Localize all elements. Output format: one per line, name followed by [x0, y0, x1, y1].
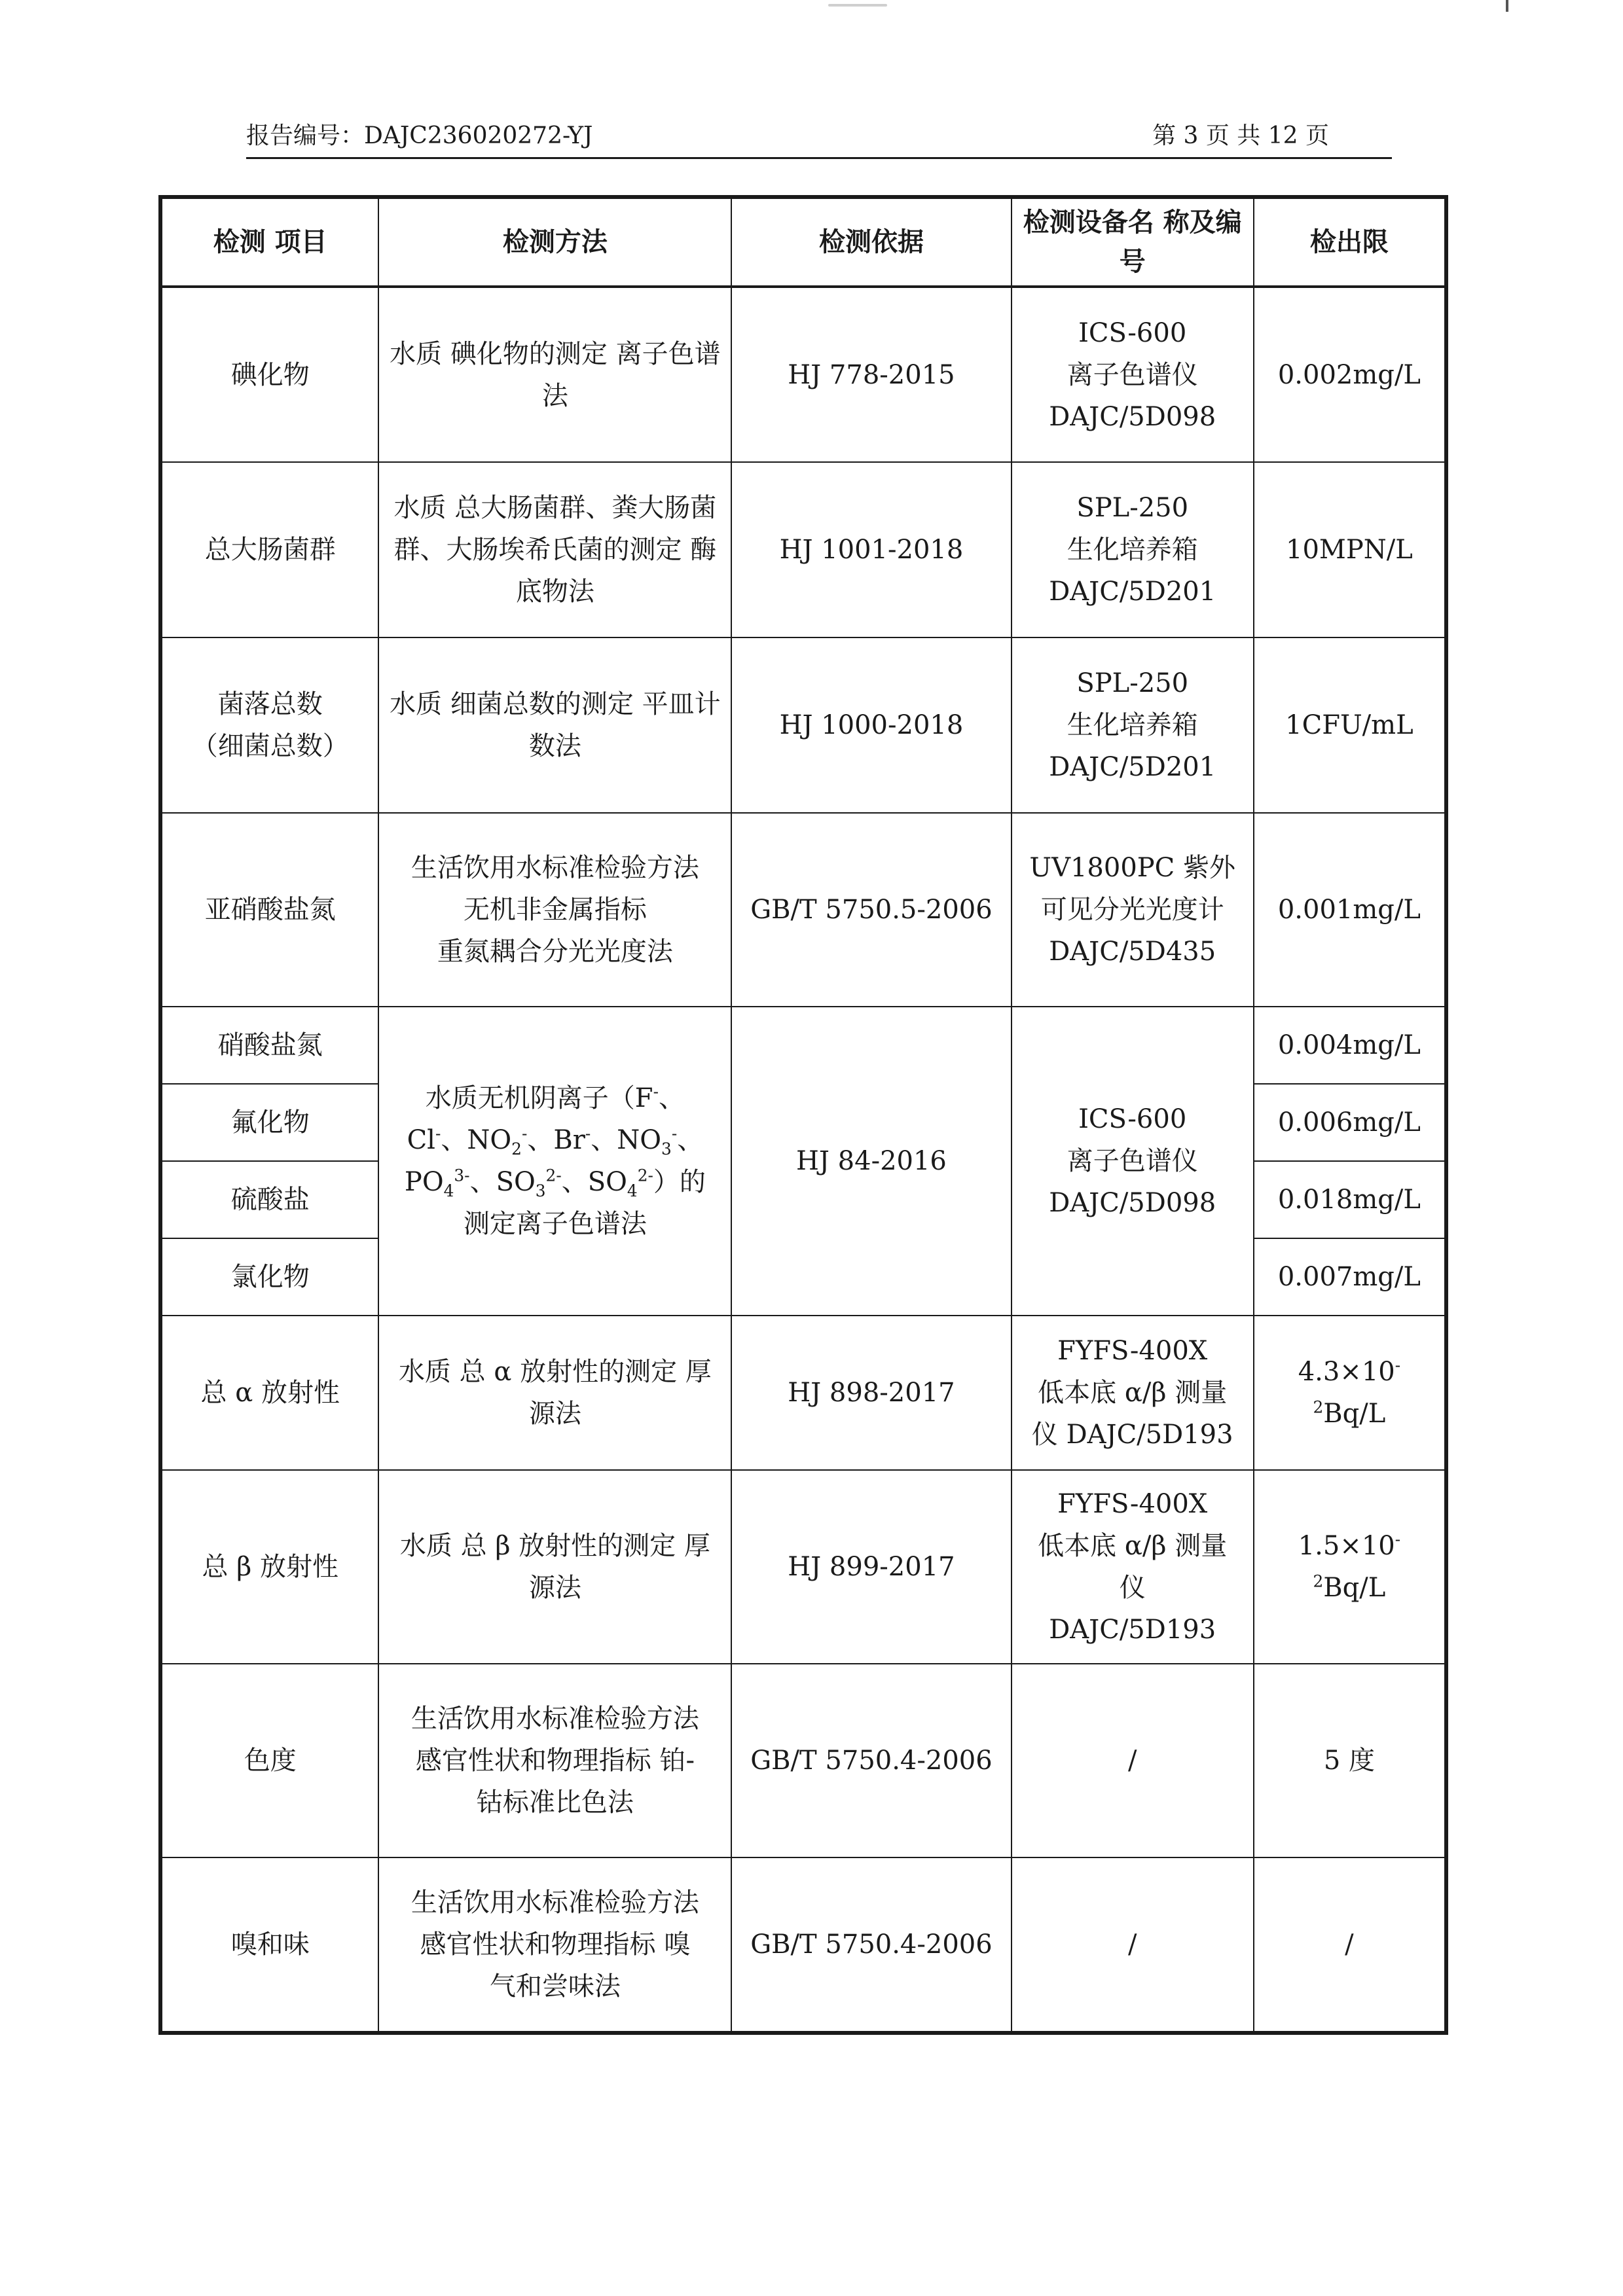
limit-exponent: -2 — [1313, 1530, 1401, 1591]
table-row — [160, 1007, 1446, 1084]
cell-item: 亚硝酸盐氮 — [160, 813, 378, 1007]
page-counter: 第 3 页 共 12 页 — [1152, 122, 1329, 149]
table-row — [160, 1664, 1446, 1857]
scan-artifact — [828, 4, 887, 7]
cell-basis: HJ 84-2016 — [731, 1007, 1011, 1316]
cell-equipment: / — [1012, 1664, 1254, 1857]
cell-equipment: FYFS-400X 低本底 α/β 测量 仪 DAJC/5D193 — [1012, 1316, 1254, 1470]
cell-basis: HJ 898-2017 — [731, 1316, 1011, 1470]
cell-item: 氟化物 — [160, 1084, 378, 1161]
cell-limit: 10MPN/L — [1254, 462, 1446, 637]
ion-fluoride: F — [634, 1083, 653, 1113]
cell-item: 碘化物 — [160, 287, 378, 462]
ion-phosphate: PO — [404, 1167, 444, 1197]
cell-basis: GB/T 5750.5-2006 — [731, 813, 1011, 1007]
cell-item: 色度 — [160, 1664, 378, 1857]
report-number-label: 报告编号： — [246, 122, 365, 149]
cell-basis: HJ 1000-2018 — [731, 637, 1011, 813]
cell-item: 总大肠菌群 — [160, 462, 378, 637]
cell-item: 硝酸盐氮 — [160, 1007, 378, 1084]
method-text: 水质无机阴离子（ — [425, 1083, 635, 1113]
report-number-value: DAJC236020272-YJ — [364, 122, 593, 149]
table-header-row — [160, 197, 1446, 287]
cell-method: 水质 总 β 放射性的测定 厚源法 — [378, 1470, 731, 1664]
column-header-basis: 检测依据 — [731, 197, 1011, 287]
cell-limit: 1CFU/mL — [1254, 637, 1446, 813]
table-row — [160, 287, 1446, 462]
cell-basis: HJ 1001-2018 — [731, 462, 1011, 637]
table-row — [160, 1857, 1446, 2033]
cell-limit — [1254, 1316, 1446, 1470]
cell-basis: GB/T 5750.4-2006 — [731, 1664, 1011, 1857]
cell-item: 菌落总数 （细菌总数） — [160, 637, 378, 813]
column-header-item: 检测 项目 — [160, 197, 378, 287]
column-header-limit: 检出限 — [1254, 197, 1446, 287]
cell-limit: 0.002mg/L — [1254, 287, 1446, 462]
cell-equipment: FYFS-400X 低本底 α/β 测量 仪 DAJC/5D193 — [1012, 1470, 1254, 1664]
limit-base: 4.3×10 — [1298, 1357, 1395, 1387]
cell-item: 总 α 放射性 — [160, 1316, 378, 1470]
cell-equipment: SPL-250 生化培养箱 DAJC/5D201 — [1012, 637, 1254, 813]
cell-equipment: / — [1012, 1857, 1254, 2033]
cell-method: 生活饮用水标准检验方法 感官性状和物理指标 铂- 钴标准比色法 — [378, 1664, 731, 1857]
cell-method: 水质 总 α 放射性的测定 厚源法 — [378, 1316, 731, 1470]
limit-exponent: -2 — [1313, 1355, 1401, 1417]
cell-equipment: UV1800PC 紫外 可见分光光度计 DAJC/5D435 — [1012, 813, 1254, 1007]
cell-item: 总 β 放射性 — [160, 1470, 378, 1664]
cell-method: 生活饮用水标准检验方法 感官性状和物理指标 嗅 气和尝味法 — [378, 1857, 731, 2033]
cell-limit: 0.018mg/L — [1254, 1161, 1446, 1238]
ion-nitrate: NO — [617, 1125, 662, 1155]
cell-equipment: ICS-600 离子色谱仪 DAJC/5D098 — [1012, 1007, 1254, 1316]
cell-limit: 0.004mg/L — [1254, 1007, 1446, 1084]
table-row — [160, 637, 1446, 813]
table-row — [160, 813, 1446, 1007]
cell-method: 水质 总大肠菌群、粪大肠菌群、大肠埃希氏菌的测定 酶底物法 — [378, 462, 731, 637]
cell-item: 硫酸盐 — [160, 1161, 378, 1238]
cell-limit: 0.001mg/L — [1254, 813, 1446, 1007]
limit-unit: Bq/L — [1323, 1399, 1386, 1429]
ion-sulfite: SO — [496, 1167, 536, 1197]
ion-sulfate: SO — [587, 1167, 627, 1197]
cell-basis: HJ 778-2015 — [731, 287, 1011, 462]
table-row — [160, 1316, 1446, 1470]
cell-item: 氯化物 — [160, 1238, 378, 1316]
cell-basis: HJ 899-2017 — [731, 1470, 1011, 1664]
cell-limit: 5 度 — [1254, 1664, 1446, 1857]
cell-basis: GB/T 5750.4-2006 — [731, 1857, 1011, 2033]
ion-nitrite: NO — [467, 1125, 512, 1155]
limit-unit: Bq/L — [1323, 1573, 1386, 1603]
cell-limit — [1254, 1470, 1446, 1664]
cell-method: 水质 细菌总数的测定 平皿计数法 — [378, 637, 731, 813]
cell-method: 生活饮用水标准检验方法 无机非金属指标 重氮耦合分光光度法 — [378, 813, 731, 1007]
test-methods-table — [158, 195, 1448, 2035]
column-header-method: 检测方法 — [378, 197, 731, 287]
page-header — [246, 117, 1392, 159]
cell-equipment: SPL-250 生化培养箱 DAJC/5D201 — [1012, 462, 1254, 637]
method-text-suffix: ）的 测定离子色谱法 — [463, 1167, 706, 1239]
limit-base: 1.5×10 — [1298, 1531, 1395, 1561]
cell-method-anions: 水质无机阴离子（F-、 Cl-、$NO_2^-$、Br-、$NO_3^-$、 $PO_4^{3-}$、$SO_3^{2-}$、$SO_4^{2-}$）的 测定离子色谱法 — [378, 1007, 731, 1316]
cell-item: 嗅和味 — [160, 1857, 378, 2033]
cell-limit: 0.006mg/L — [1254, 1084, 1446, 1161]
table-row — [160, 462, 1446, 637]
scan-edge-mark — [1506, 0, 1508, 12]
cell-limit: 0.007mg/L — [1254, 1238, 1446, 1316]
ion-bromide: Br — [553, 1125, 585, 1155]
cell-equipment: ICS-600 离子色谱仪 DAJC/5D098 — [1012, 287, 1254, 462]
cell-method: 水质 碘化物的测定 离子色谱法 — [378, 287, 731, 462]
report-number — [246, 117, 593, 151]
column-header-equipment: 检测设备名 称及编号 — [1012, 197, 1254, 287]
ion-chloride: Cl — [407, 1125, 435, 1155]
cell-limit: / — [1254, 1857, 1446, 2033]
table-row — [160, 1470, 1446, 1664]
